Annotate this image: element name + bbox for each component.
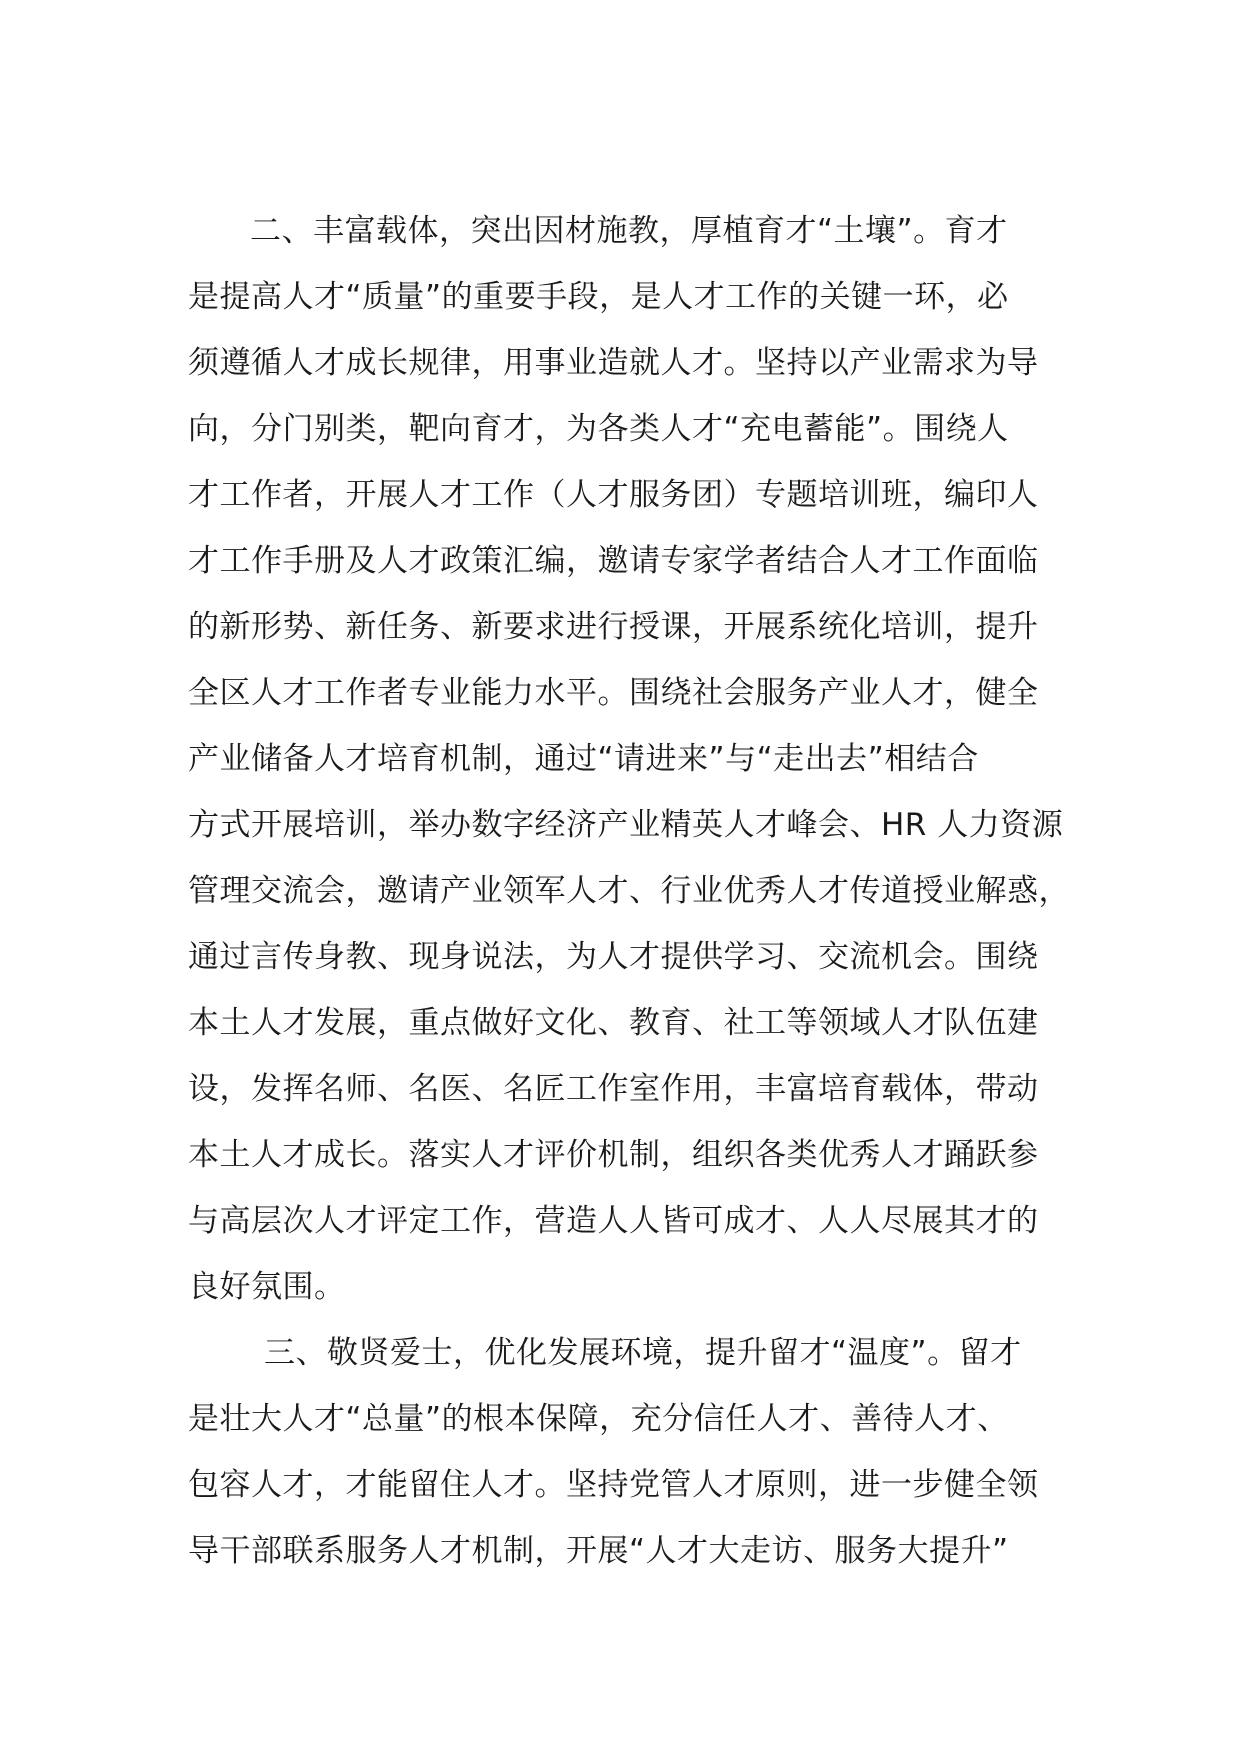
paragraph-3-line-2: 是壮大人才“总量”的根本保障，充分信任人才、善待人才、 xyxy=(188,1401,1009,1437)
paragraph-3-line-3: 包容人才，才能留住人才。坚持党管人才原则，进一步健全领 xyxy=(188,1467,1039,1503)
paragraph-2-line-14: 设，发挥名师、名医、名匠工作室作用，丰富培育载体，带动 xyxy=(188,1071,1039,1107)
paragraph-2-line-6: 才工作手册及人才政策汇编，邀请专家学者结合人才工作面临 xyxy=(188,543,1039,579)
paragraph-2-line-2: 是提高人才“质量”的重要手段，是人才工作的关键一环，必 xyxy=(188,279,1009,315)
paragraph-2-line-9: 产业储备人才培育机制，通过“请进来”与“走出去”相结合 xyxy=(188,741,979,777)
paragraph-2-line-1: 二、丰富载体，突出因材施教，厚植育才“土壤”。育才 xyxy=(250,213,1008,249)
paragraph-2-line-11: 管理交流会，邀请产业领军人才、行业优秀人才传道授业解惑， xyxy=(188,873,1070,909)
paragraph-2-line-5: 才工作者，开展人才工作（人才服务团）专题培训班，编印人 xyxy=(188,477,1039,513)
paragraph-2-line-16: 与高层次人才评定工作，营造人人皆可成才、人人尽展其才的 xyxy=(188,1203,1039,1239)
paragraph-2-line-8: 全区人才工作者专业能力水平。围绕社会服务产业人才，健全 xyxy=(188,675,1039,711)
paragraph-3-line-4: 导干部联系服务人才机制，开展“人才大走访、服务大提升” xyxy=(188,1533,1009,1569)
paragraph-2-line-4: 向，分门别类，靶向育才，为各类人才“充电蓄能”。围绕人 xyxy=(188,411,1009,447)
paragraph-2-line-3: 须遵循人才成长规律，用事业造就人才。坚持以产业需求为导 xyxy=(188,345,1039,381)
document-body xyxy=(188,198,1068,1584)
paragraph-2-line-17: 良好氛围。 xyxy=(188,1269,346,1305)
paragraph-2-line-12: 通过言传身教、现身说法，为人才提供学习、交流机会。围绕 xyxy=(188,939,1039,975)
paragraph-2-line-7: 的新形势、新任务、新要求进行授课，开展系统化培训，提升 xyxy=(188,609,1039,645)
paragraph-2-line-15: 本土人才成长。落实人才评价机制，组织各类优秀人才踊跃参 xyxy=(188,1137,1039,1173)
paragraph-2-line-13: 本土人才发展，重点做好文化、教育、社工等领域人才队伍建 xyxy=(188,1005,1039,1041)
paragraph-2-line-10: 方式开展培训，举办数字经济产业精英人才峰会、HR 人力资源 xyxy=(188,807,1064,843)
paragraph-3-line-1: 三、敬贤爱士，优化发展环境，提升留才“温度”。留才 xyxy=(264,1335,1022,1371)
